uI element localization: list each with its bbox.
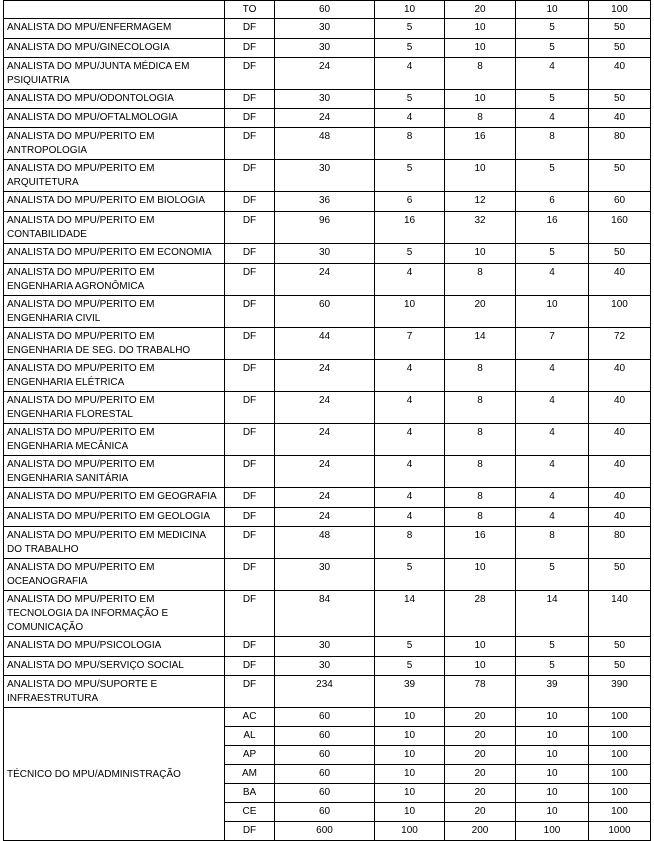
vagas-cell-b: 5	[375, 244, 445, 264]
vagas-cell-e: 50	[589, 160, 651, 192]
vagas-cell-d: 10	[516, 708, 589, 727]
vagas-cell-a: 24	[275, 424, 375, 456]
vagas-cell-a: 24	[275, 508, 375, 527]
uf-cell: DF	[225, 109, 275, 128]
vagas-cell-e: 40	[589, 392, 651, 424]
table-row	[4, 508, 651, 527]
vagas-cell-b: 4	[375, 360, 445, 392]
vagas-cell-b: 4	[375, 424, 445, 456]
uf-cell: DF	[225, 244, 275, 264]
cargo-cell: ANALISTA DO MPU/PERITO EM ENGENHARIA CIVIL	[4, 296, 225, 328]
vagas-cell-d: 4	[516, 508, 589, 527]
table-row	[4, 109, 651, 128]
table-row	[4, 591, 651, 637]
vagas-cell-c: 20	[445, 784, 516, 803]
vagas-cell-b: 100	[375, 822, 445, 841]
vagas-cell-e: 40	[589, 424, 651, 456]
uf-cell: DF	[225, 160, 275, 192]
vagas-cell-b: 10	[375, 803, 445, 822]
cargo-cell: ANALISTA DO MPU/PERITO EM ENGENHARIA DE SEG. DO TRABALHO	[4, 328, 225, 360]
vagas-cell-b: 4	[375, 109, 445, 128]
vacancy-table	[3, 0, 651, 841]
vagas-cell-c: 8	[445, 109, 516, 128]
vagas-cell-d: 7	[516, 328, 589, 360]
vagas-cell-c: 200	[445, 822, 516, 841]
uf-cell: DF	[225, 264, 275, 296]
vagas-cell-b: 4	[375, 58, 445, 90]
vagas-cell-b: 5	[375, 90, 445, 109]
vagas-cell-d: 4	[516, 456, 589, 488]
vagas-cell-e: 140	[589, 591, 651, 637]
uf-cell: CE	[225, 803, 275, 822]
vagas-cell-b: 4	[375, 456, 445, 488]
table-body	[4, 1, 651, 841]
table-row	[4, 559, 651, 591]
vagas-cell-c: 10	[445, 19, 516, 39]
vagas-cell-c: 16	[445, 527, 516, 559]
vagas-cell-e: 1000	[589, 822, 651, 841]
vagas-cell-c: 10	[445, 637, 516, 657]
vagas-cell-d: 10	[516, 1, 589, 19]
table-row	[4, 39, 651, 58]
table-row	[4, 676, 651, 708]
uf-cell: DF	[225, 822, 275, 841]
table-row	[4, 264, 651, 296]
vagas-cell-d: 10	[516, 803, 589, 822]
cargo-cell: ANALISTA DO MPU/PERITO EM ECONOMIA	[4, 244, 225, 264]
vagas-cell-e: 390	[589, 676, 651, 708]
table-row	[4, 328, 651, 360]
vagas-cell-e: 40	[589, 58, 651, 90]
vagas-cell-e: 40	[589, 456, 651, 488]
vagas-cell-b: 5	[375, 637, 445, 657]
table-row	[4, 296, 651, 328]
vagas-cell-c: 20	[445, 296, 516, 328]
uf-cell: AP	[225, 746, 275, 765]
vagas-cell-e: 80	[589, 128, 651, 160]
vagas-cell-c: 20	[445, 765, 516, 784]
vagas-cell-a: 60	[275, 765, 375, 784]
vagas-cell-e: 40	[589, 264, 651, 296]
cargo-cell: ANALISTA DO MPU/PERITO EM CONTABILIDADE	[4, 212, 225, 244]
vagas-cell-c: 78	[445, 676, 516, 708]
vagas-cell-d: 5	[516, 637, 589, 657]
uf-cell: DF	[225, 392, 275, 424]
uf-cell: DF	[225, 90, 275, 109]
vagas-cell-c: 28	[445, 591, 516, 637]
cargo-cell: ANALISTA DO MPU/ODONTOLOGIA	[4, 90, 225, 109]
cargo-cell: ANALISTA DO MPU/PERITO EM ENGENHARIA SANITÁRIA	[4, 456, 225, 488]
cargo-cell: ANALISTA DO MPU/PERITO EM ENGENHARIA MECÂNICA	[4, 424, 225, 456]
vagas-cell-a: 60	[275, 708, 375, 727]
table-row	[4, 527, 651, 559]
table-row	[4, 392, 651, 424]
table-row	[4, 58, 651, 90]
vagas-cell-a: 30	[275, 244, 375, 264]
table-row	[4, 19, 651, 39]
vagas-cell-d: 4	[516, 424, 589, 456]
vagas-cell-e: 40	[589, 109, 651, 128]
table-row	[4, 456, 651, 488]
uf-cell: DF	[225, 212, 275, 244]
vagas-cell-c: 8	[445, 264, 516, 296]
uf-cell: BA	[225, 784, 275, 803]
vagas-cell-c: 10	[445, 39, 516, 58]
vagas-cell-a: 30	[275, 39, 375, 58]
table-row	[4, 160, 651, 192]
vagas-cell-a: 60	[275, 296, 375, 328]
vagas-cell-a: 60	[275, 803, 375, 822]
vagas-cell-c: 8	[445, 488, 516, 508]
table-row	[4, 192, 651, 212]
vagas-cell-b: 6	[375, 192, 445, 212]
vagas-cell-b: 10	[375, 708, 445, 727]
vagas-cell-e: 50	[589, 637, 651, 657]
vagas-cell-e: 60	[589, 192, 651, 212]
vagas-cell-e: 100	[589, 1, 651, 19]
cargo-cell-tecnico: TÉCNICO DO MPU/ADMINISTRAÇÃO	[4, 708, 225, 841]
vagas-cell-a: 30	[275, 559, 375, 591]
vagas-cell-d: 4	[516, 58, 589, 90]
vagas-cell-b: 14	[375, 591, 445, 637]
vagas-cell-d: 5	[516, 244, 589, 264]
vagas-cell-c: 20	[445, 746, 516, 765]
cargo-cell: ANALISTA DO MPU/PERITO EM MEDICINA DO TRABALHO	[4, 527, 225, 559]
cargo-cell: ANALISTA DO MPU/JUNTA MÉDICA EM PSIQUIATRIA	[4, 58, 225, 90]
cargo-cell: ANALISTA DO MPU/PERITO EM GEOGRAFIA	[4, 488, 225, 508]
uf-cell: DF	[225, 424, 275, 456]
vagas-cell-d: 14	[516, 591, 589, 637]
vagas-cell-d: 10	[516, 296, 589, 328]
vagas-cell-e: 100	[589, 708, 651, 727]
cargo-cell: ANALISTA DO MPU/PSICOLOGIA	[4, 637, 225, 657]
vagas-cell-c: 14	[445, 328, 516, 360]
vagas-cell-a: 30	[275, 90, 375, 109]
uf-cell: DF	[225, 456, 275, 488]
cargo-cell: ANALISTA DO MPU/PERITO EM ENGENHARIA ELÉTRICA	[4, 360, 225, 392]
vagas-cell-e: 40	[589, 508, 651, 527]
vagas-cell-b: 10	[375, 296, 445, 328]
vagas-cell-e: 100	[589, 784, 651, 803]
vagas-cell-b: 10	[375, 1, 445, 19]
vagas-cell-a: 24	[275, 456, 375, 488]
vagas-cell-a: 48	[275, 527, 375, 559]
vagas-cell-c: 20	[445, 708, 516, 727]
vagas-cell-b: 4	[375, 488, 445, 508]
vagas-cell-e: 160	[589, 212, 651, 244]
cargo-cell: ANALISTA DO MPU/PERITO EM TECNOLOGIA DA INFORMAÇÃO E COMUNICAÇÃO	[4, 591, 225, 637]
vagas-cell-a: 30	[275, 19, 375, 39]
vagas-cell-b: 4	[375, 392, 445, 424]
vagas-cell-e: 50	[589, 19, 651, 39]
cargo-cell: ANALISTA DO MPU/SUPORTE E INFRAESTRUTURA	[4, 676, 225, 708]
table-row	[4, 1, 651, 19]
vagas-cell-d: 10	[516, 784, 589, 803]
table-row	[4, 488, 651, 508]
vagas-cell-d: 5	[516, 559, 589, 591]
vagas-cell-c: 32	[445, 212, 516, 244]
uf-cell: DF	[225, 527, 275, 559]
uf-cell: DF	[225, 296, 275, 328]
vagas-cell-e: 72	[589, 328, 651, 360]
uf-cell: DF	[225, 488, 275, 508]
cargo-cell: ANALISTA DO MPU/PERITO EM GEOLOGIA	[4, 508, 225, 527]
vagas-cell-e: 100	[589, 296, 651, 328]
uf-cell: DF	[225, 508, 275, 527]
vagas-cell-b: 39	[375, 676, 445, 708]
vagas-cell-e: 40	[589, 488, 651, 508]
vagas-cell-d: 10	[516, 727, 589, 746]
uf-cell: DF	[225, 19, 275, 39]
vagas-cell-b: 5	[375, 39, 445, 58]
vagas-cell-e: 50	[589, 39, 651, 58]
vagas-cell-a: 30	[275, 637, 375, 657]
table-row	[4, 708, 651, 727]
vagas-cell-e: 50	[589, 559, 651, 591]
vagas-cell-d: 6	[516, 192, 589, 212]
vagas-cell-d: 100	[516, 822, 589, 841]
uf-cell: DF	[225, 637, 275, 657]
cargo-cell: ANALISTA DO MPU/PERITO EM OCEANOGRAFIA	[4, 559, 225, 591]
vagas-cell-b: 10	[375, 765, 445, 784]
vagas-cell-a: 24	[275, 392, 375, 424]
vagas-cell-c: 20	[445, 803, 516, 822]
vagas-cell-d: 4	[516, 360, 589, 392]
uf-cell: DF	[225, 128, 275, 160]
vagas-cell-d: 4	[516, 264, 589, 296]
vagas-cell-a: 600	[275, 822, 375, 841]
uf-cell: DF	[225, 591, 275, 637]
vagas-cell-e: 50	[589, 244, 651, 264]
cargo-cell: ANALISTA DO MPU/PERITO EM ENGENHARIA AGRONÔMICA	[4, 264, 225, 296]
vagas-cell-c: 20	[445, 727, 516, 746]
vagas-cell-b: 7	[375, 328, 445, 360]
uf-cell: DF	[225, 657, 275, 676]
vagas-cell-b: 5	[375, 160, 445, 192]
cargo-cell: ANALISTA DO MPU/SERVIÇO SOCIAL	[4, 657, 225, 676]
table-row	[4, 637, 651, 657]
vagas-cell-a: 24	[275, 360, 375, 392]
vagas-cell-b: 8	[375, 128, 445, 160]
uf-cell: DF	[225, 58, 275, 90]
vagas-cell-c: 10	[445, 160, 516, 192]
vagas-cell-c: 8	[445, 58, 516, 90]
vagas-cell-a: 36	[275, 192, 375, 212]
vagas-cell-d: 8	[516, 128, 589, 160]
vagas-cell-b: 5	[375, 19, 445, 39]
vagas-cell-d: 4	[516, 109, 589, 128]
vagas-cell-b: 4	[375, 264, 445, 296]
cargo-cell	[4, 1, 225, 19]
vagas-cell-a: 84	[275, 591, 375, 637]
vagas-cell-b: 16	[375, 212, 445, 244]
uf-cell: TO	[225, 1, 275, 19]
cargo-cell: ANALISTA DO MPU/PERITO EM ENGENHARIA FLORESTAL	[4, 392, 225, 424]
vagas-cell-b: 10	[375, 784, 445, 803]
vagas-cell-c: 8	[445, 424, 516, 456]
vagas-cell-a: 24	[275, 264, 375, 296]
table-row	[4, 360, 651, 392]
vagas-cell-d: 4	[516, 392, 589, 424]
uf-cell: AM	[225, 765, 275, 784]
vagas-cell-a: 24	[275, 58, 375, 90]
vagas-cell-d: 5	[516, 19, 589, 39]
table-row	[4, 128, 651, 160]
vagas-cell-c: 16	[445, 128, 516, 160]
vagas-cell-d: 4	[516, 488, 589, 508]
uf-cell: AL	[225, 727, 275, 746]
vagas-cell-e: 80	[589, 527, 651, 559]
vagas-cell-b: 5	[375, 559, 445, 591]
vagas-cell-a: 96	[275, 212, 375, 244]
vagas-cell-c: 12	[445, 192, 516, 212]
cargo-cell: ANALISTA DO MPU/PERITO EM ANTROPOLOGIA	[4, 128, 225, 160]
table-row	[4, 657, 651, 676]
vagas-cell-a: 30	[275, 657, 375, 676]
vagas-cell-e: 100	[589, 746, 651, 765]
vagas-cell-c: 10	[445, 559, 516, 591]
vagas-cell-a: 24	[275, 109, 375, 128]
vagas-cell-a: 30	[275, 160, 375, 192]
vagas-cell-a: 234	[275, 676, 375, 708]
uf-cell: AC	[225, 708, 275, 727]
vagas-cell-e: 100	[589, 765, 651, 784]
vagas-cell-d: 8	[516, 527, 589, 559]
vagas-cell-a: 60	[275, 784, 375, 803]
vagas-cell-d: 5	[516, 657, 589, 676]
vagas-cell-b: 5	[375, 657, 445, 676]
vagas-cell-d: 39	[516, 676, 589, 708]
cargo-cell: ANALISTA DO MPU/GINECOLOGIA	[4, 39, 225, 58]
vagas-cell-c: 8	[445, 508, 516, 527]
vagas-cell-d: 5	[516, 160, 589, 192]
uf-cell: DF	[225, 676, 275, 708]
vagas-cell-d: 5	[516, 39, 589, 58]
vagas-cell-a: 24	[275, 488, 375, 508]
vagas-cell-a: 48	[275, 128, 375, 160]
cargo-cell: ANALISTA DO MPU/OFTALMOLOGIA	[4, 109, 225, 128]
vagas-cell-d: 5	[516, 90, 589, 109]
table-row	[4, 90, 651, 109]
vagas-cell-c: 10	[445, 90, 516, 109]
cargo-cell: ANALISTA DO MPU/ENFERMAGEM	[4, 19, 225, 39]
cargo-cell: ANALISTA DO MPU/PERITO EM BIOLOGIA	[4, 192, 225, 212]
table-row	[4, 424, 651, 456]
vagas-cell-e: 100	[589, 727, 651, 746]
vagas-cell-e: 100	[589, 803, 651, 822]
uf-cell: DF	[225, 192, 275, 212]
vagas-cell-b: 8	[375, 527, 445, 559]
vagas-cell-a: 60	[275, 1, 375, 19]
table-row	[4, 212, 651, 244]
vagas-cell-c: 20	[445, 1, 516, 19]
vagas-cell-a: 44	[275, 328, 375, 360]
uf-cell: DF	[225, 328, 275, 360]
vagas-cell-b: 10	[375, 727, 445, 746]
vagas-cell-d: 10	[516, 765, 589, 784]
vagas-cell-e: 50	[589, 657, 651, 676]
vagas-cell-c: 10	[445, 657, 516, 676]
vagas-cell-c: 10	[445, 244, 516, 264]
vagas-cell-e: 50	[589, 90, 651, 109]
vagas-cell-c: 8	[445, 456, 516, 488]
vagas-cell-b: 10	[375, 746, 445, 765]
vagas-cell-c: 8	[445, 392, 516, 424]
vagas-cell-c: 8	[445, 360, 516, 392]
uf-cell: DF	[225, 39, 275, 58]
vagas-cell-b: 4	[375, 508, 445, 527]
vagas-cell-e: 40	[589, 360, 651, 392]
uf-cell: DF	[225, 559, 275, 591]
vagas-cell-d: 10	[516, 746, 589, 765]
vagas-cell-a: 60	[275, 727, 375, 746]
vacancy-table-page	[3, 0, 650, 841]
vagas-cell-a: 60	[275, 746, 375, 765]
uf-cell: DF	[225, 360, 275, 392]
vagas-cell-d: 16	[516, 212, 589, 244]
table-row	[4, 244, 651, 264]
cargo-cell: ANALISTA DO MPU/PERITO EM ARQUITETURA	[4, 160, 225, 192]
